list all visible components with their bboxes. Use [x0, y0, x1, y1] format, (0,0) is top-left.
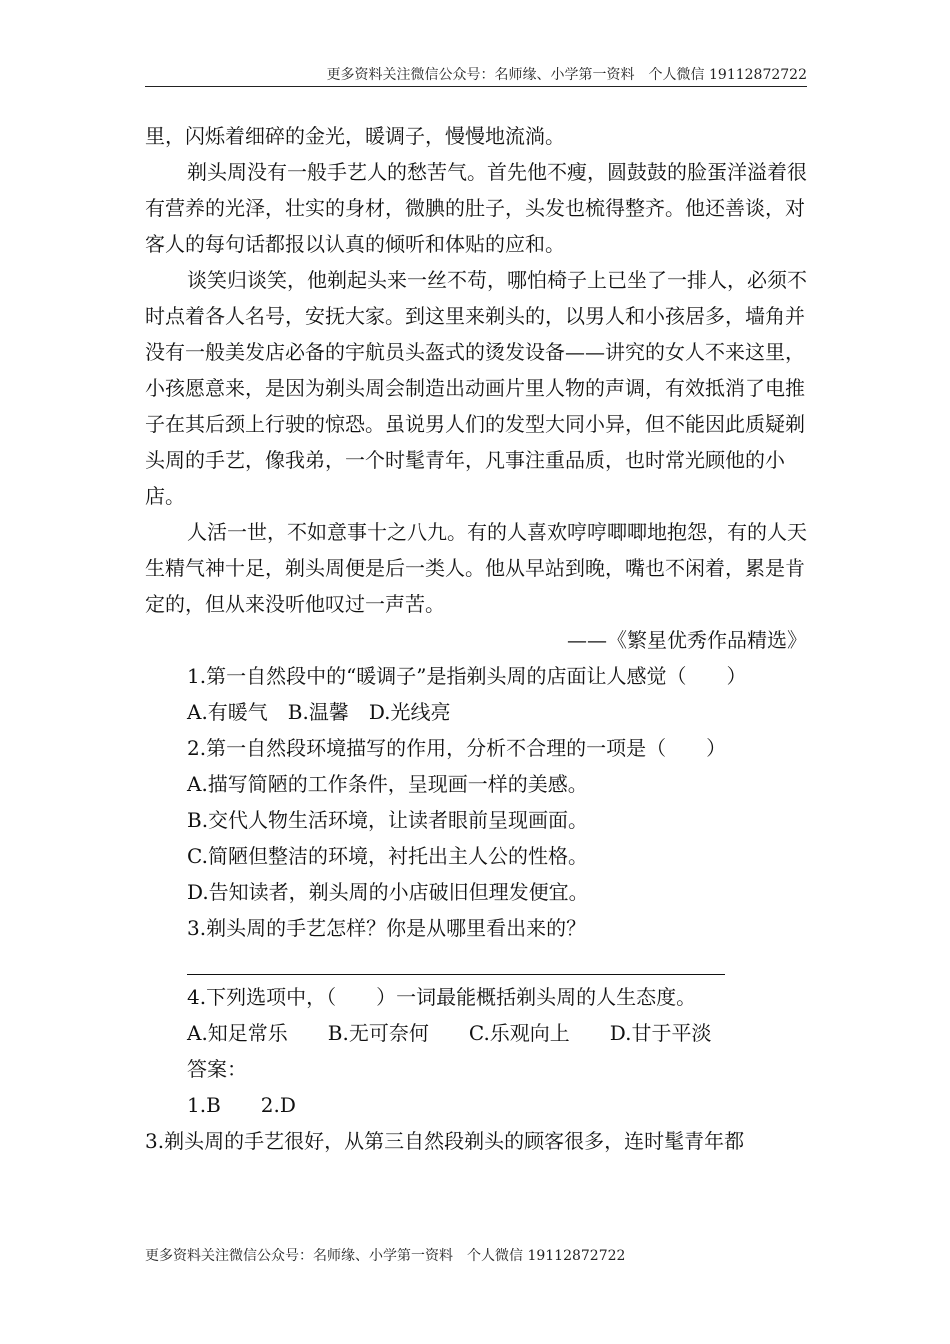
question-2-option-d: D.告知读者，剃头周的小店破旧但理发便宜。 [187, 880, 589, 904]
question-4: 4.下列选项中，（ ）一词最能概括剃头周的人生态度。 [187, 985, 697, 1009]
passage-source: ——《繁星优秀作品精选》 [567, 628, 807, 652]
question-4-options: A.知足常乐 B.无可奈何 C.乐观向上 D.甘于平淡 [187, 1021, 712, 1045]
page-header: 更多资料关注微信公众号：名师缘、小学第一资料 个人微信 19112872722 [326, 67, 807, 83]
question-2-option-c: C.简陋但整洁的环境，衬托出主人公的性格。 [187, 844, 588, 868]
question-1: 1.第一自然段中的“暖调子”是指剃头周的店面让人感觉（ ） [187, 664, 747, 688]
answers-label: 答案： [187, 1057, 247, 1081]
page-footer: 更多资料关注微信公众号：名师缘、小学第一资料 个人微信 19112872722 [145, 1248, 626, 1264]
question-2-option-a: A.描写简陋的工作条件，呈现画一样的美感。 [187, 772, 588, 796]
question-2: 2.第一自然段环境描写的作用，分析不合理的一项是（ ） [187, 736, 727, 760]
passage-paragraph-3: 人活一世，不如意事十之八九。有的人喜欢哼哼唧唧地抱怨，有的人天生精气神十足，剃头周便是后一类人。他从早站到晚，嘴也不闲着，累是肯定的，但从来没听他叹过一声苦。 [145, 520, 807, 616]
question-3: 3.剃头周的手艺怎样？你是从哪里看出来的？ [187, 916, 587, 940]
answers-line-1: 1.B 2.D [187, 1093, 296, 1117]
answer-blank-line [187, 974, 725, 975]
question-1-options: A.有暖气 B.温馨 D.光线亮 [187, 700, 451, 724]
passage-paragraph-0: 里，闪烁着细碎的金光，暖调子，慢慢地流淌。 [145, 124, 565, 148]
header-divider [145, 86, 807, 87]
passage-paragraph-2: 谈笑归谈笑，他剃起头来一丝不苟，哪怕椅子上已坐了一排人，必须不时点着各人名号，安抚大家。到这里来剃头的，以男人和小孩居多，墙角并没有一般美发店必备的宇航员头盔式的烫发设备——讲究的女人不来这里，小孩愿意来，是因为剃头周会制造出动画片里人物的声调，有效抵消了电推子在其后颈上行驶的惊恐。虽说男人们的发型大同小异，但不能因此质疑剃头周的手艺，像我弟，一个时髦青年，凡事注重品质，也时常光顾他的小店。 [145, 268, 807, 508]
document-body [145, 118, 807, 1159]
question-2-option-b: B.交代人物生活环境，让读者眼前呈现画面。 [187, 808, 589, 832]
answers-line-2: 3.剃头周的手艺很好，从第三自然段剃头的顾客很多，连时髦青年都 [145, 1129, 745, 1153]
passage-paragraph-1: 剃头周没有一般手艺人的愁苦气。首先他不瘦，圆鼓鼓的脸蛋洋溢着很有营养的光泽，壮实的身材，微腆的肚子，头发也梳得整齐。他还善谈，对客人的每句话都报以认真的倾听和体贴的应和。 [145, 160, 807, 256]
